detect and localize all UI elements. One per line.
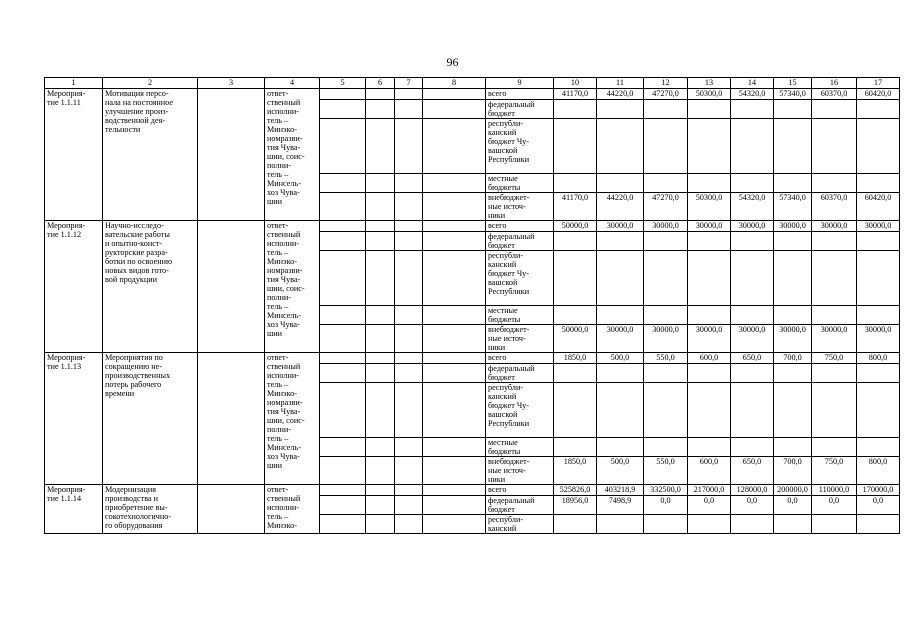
column-number: 8 [423,78,486,89]
funding-source: федеральный бюджет [486,232,554,251]
value-cell [688,383,731,438]
value-cell [774,438,812,457]
empty-cell [366,174,395,193]
value-cell: 30000,0 [597,221,644,232]
value-cell [554,100,597,119]
value-cell [812,232,857,251]
empty-cell [423,221,486,232]
empty-cell [366,457,395,485]
funding-source: внебюджет- ные источ- ники [486,193,554,221]
value-cell: 30000,0 [597,325,644,353]
empty-cell [320,232,366,251]
value-cell: 0,0 [774,496,812,515]
column-number: 16 [812,78,857,89]
empty-cell [198,485,265,534]
value-cell: 750,0 [812,457,857,485]
value-cell: 30000,0 [812,325,857,353]
value-cell: 800,0 [857,353,900,364]
empty-cell [366,232,395,251]
empty-cell [366,89,395,100]
value-cell [688,174,731,193]
empty-cell [423,353,486,364]
value-cell [812,174,857,193]
value-cell [812,306,857,325]
empty-cell [423,364,486,383]
value-cell: 128000,0 [731,485,774,496]
value-cell: 800,0 [857,457,900,485]
empty-cell [395,515,423,534]
value-cell: 0,0 [857,496,900,515]
value-cell [731,251,774,306]
value-cell: 47270,0 [644,89,688,100]
value-cell [554,438,597,457]
value-cell: 41170,0 [554,89,597,100]
empty-cell [395,193,423,221]
value-cell: 54320,0 [731,193,774,221]
table-row [45,353,900,364]
value-cell [597,364,644,383]
empty-cell [395,438,423,457]
value-cell: 30000,0 [731,325,774,353]
empty-cell [366,306,395,325]
empty-cell [198,353,265,485]
value-cell [644,438,688,457]
funding-source: всего [486,221,554,232]
value-cell: 1850,0 [554,353,597,364]
table-row [45,221,900,232]
empty-cell [423,100,486,119]
empty-cell [423,496,486,515]
value-cell [731,364,774,383]
empty-cell [423,119,486,174]
value-cell [731,119,774,174]
empty-cell [320,174,366,193]
value-cell [731,306,774,325]
column-number: 1 [45,78,103,89]
value-cell: 550,0 [644,353,688,364]
column-number: 13 [688,78,731,89]
value-cell [554,364,597,383]
funding-source: федеральный бюджет [486,100,554,119]
funding-source: федеральный бюджет [486,364,554,383]
empty-cell [395,383,423,438]
empty-cell [320,119,366,174]
empty-cell [320,383,366,438]
value-cell [597,232,644,251]
column-number: 7 [395,78,423,89]
column-number: 2 [103,78,198,89]
value-cell [812,383,857,438]
empty-cell [366,251,395,306]
value-cell: 30000,0 [812,221,857,232]
responsible-executor: ответ- ственный исполни- тель – Минэко- номразви- тия Чува- шии, соис- полни- тель – Минсель- хоз Чува- шии [265,353,320,485]
value-cell: 54320,0 [731,89,774,100]
value-cell: 0,0 [812,496,857,515]
value-cell: 44220,0 [597,193,644,221]
value-cell [554,306,597,325]
value-cell: 30000,0 [857,325,900,353]
value-cell [644,383,688,438]
column-number-row [45,78,900,89]
empty-cell [423,193,486,221]
column-number: 6 [366,78,395,89]
funding-source: внебюджет- ные источ- ники [486,325,554,353]
empty-cell [320,193,366,221]
measure-id: Мероприя- тие 1.1.14 [45,485,103,534]
value-cell [812,364,857,383]
empty-cell [320,496,366,515]
empty-cell [423,325,486,353]
empty-cell [320,251,366,306]
value-cell [644,232,688,251]
value-cell: 57340,0 [774,89,812,100]
table-row [45,485,900,496]
value-cell [554,383,597,438]
funding-source: местные бюджеты [486,174,554,193]
value-cell: 500,0 [597,353,644,364]
empty-cell [395,325,423,353]
value-cell [731,383,774,438]
value-cell: 30000,0 [688,221,731,232]
value-cell: 60370,0 [812,193,857,221]
empty-cell [423,515,486,534]
empty-cell [395,306,423,325]
value-cell [857,438,900,457]
value-cell [857,515,900,534]
empty-cell [320,457,366,485]
empty-cell [320,306,366,325]
value-cell: 30000,0 [644,325,688,353]
empty-cell [320,89,366,100]
empty-cell [366,325,395,353]
value-cell [857,364,900,383]
value-cell [731,438,774,457]
value-cell: 750,0 [812,353,857,364]
responsible-executor: ответ- ственный исполни- тель – Минэко- [265,485,320,534]
value-cell [774,515,812,534]
empty-cell [395,457,423,485]
value-cell: 44220,0 [597,89,644,100]
empty-cell [320,485,366,496]
empty-cell [395,232,423,251]
value-cell [554,515,597,534]
value-cell [688,306,731,325]
value-cell: 30000,0 [644,221,688,232]
value-cell [774,100,812,119]
value-cell: 30000,0 [688,325,731,353]
responsible-executor: ответ- ственный исполни- тель – Минэко- номразви- тия Чува- шии, соис- полни- тель – Минсель- хоз Чува- шии [265,221,320,353]
measure-id: Мероприя- тие 1.1.12 [45,221,103,353]
empty-cell [423,383,486,438]
empty-cell [423,485,486,496]
empty-cell [366,383,395,438]
value-cell [857,383,900,438]
value-cell: 30000,0 [774,325,812,353]
value-cell [597,306,644,325]
empty-cell [423,232,486,251]
funding-source: республи- канский бюджет Чу- вашской Республики [486,119,554,174]
empty-cell [423,89,486,100]
value-cell: 110000,0 [812,485,857,496]
empty-cell [366,119,395,174]
measure-name: Модернизация производства и приобретение вы- сокотехнологично- го оборудования [103,485,198,534]
funding-source: всего [486,89,554,100]
value-cell [597,515,644,534]
value-cell [774,364,812,383]
value-cell [644,515,688,534]
value-cell [731,515,774,534]
value-cell [644,119,688,174]
empty-cell [366,193,395,221]
value-cell [731,174,774,193]
empty-cell [395,221,423,232]
empty-cell [320,221,366,232]
value-cell [731,232,774,251]
value-cell [597,251,644,306]
empty-cell [395,496,423,515]
empty-cell [395,353,423,364]
value-cell [731,100,774,119]
value-cell: 1850,0 [554,457,597,485]
value-cell: 332500,0 [644,485,688,496]
value-cell: 550,0 [644,457,688,485]
value-cell [554,251,597,306]
value-cell: 30000,0 [857,221,900,232]
value-cell [812,119,857,174]
empty-cell [320,325,366,353]
value-cell: 47270,0 [644,193,688,221]
value-cell: 50000,0 [554,325,597,353]
empty-cell [423,174,486,193]
value-cell [857,174,900,193]
value-cell: 50300,0 [688,89,731,100]
value-cell: 600,0 [688,457,731,485]
empty-cell [423,306,486,325]
value-cell [597,100,644,119]
value-cell [597,119,644,174]
value-cell: 41170,0 [554,193,597,221]
column-number: 17 [857,78,900,89]
column-number: 4 [265,78,320,89]
empty-cell [395,119,423,174]
column-number: 3 [198,78,265,89]
value-cell [554,232,597,251]
value-cell [857,306,900,325]
value-cell: 200000,0 [774,485,812,496]
value-cell [774,174,812,193]
value-cell [857,100,900,119]
value-cell: 0,0 [688,496,731,515]
empty-cell [395,174,423,193]
empty-cell [320,100,366,119]
page-number: 96 [446,55,459,69]
measure-name: Мероприятия по сокращению не- производственных потерь рабочего времени [103,353,198,485]
value-cell [644,100,688,119]
empty-cell [366,100,395,119]
value-cell: 700,0 [774,353,812,364]
value-cell [857,251,900,306]
value-cell: 170000,0 [857,485,900,496]
measure-name: Мотивация персо- нала на постоянное улучшение произ- водственной дея- тельности [103,89,198,221]
value-cell [597,174,644,193]
funding-source: республи- канский [486,515,554,534]
value-cell [774,306,812,325]
empty-cell [395,364,423,383]
empty-cell [423,251,486,306]
empty-cell [366,438,395,457]
value-cell [688,515,731,534]
value-cell [688,100,731,119]
value-cell [554,174,597,193]
value-cell [644,306,688,325]
empty-cell [423,438,486,457]
value-cell: 30000,0 [731,221,774,232]
empty-cell [395,100,423,119]
responsible-executor: ответ- ственный исполни- тель – Минэко- номразви- тия Чува- шии, соис- полни- тель – Минсель- хоз Чува- шии [265,89,320,221]
value-cell [774,119,812,174]
value-cell: 60420,0 [857,193,900,221]
value-cell: 650,0 [731,457,774,485]
value-cell: 600,0 [688,353,731,364]
empty-cell [366,496,395,515]
funding-source: внебюджет- ные источ- ники [486,457,554,485]
measure-id: Мероприя- тие 1.1.13 [45,353,103,485]
value-cell: 7498,9 [597,496,644,515]
value-cell [774,383,812,438]
value-cell [554,119,597,174]
value-cell [688,364,731,383]
measure-name: Научно-исследо- вательские работы и опытно-конст- рукторские разра- ботки по освоению новых видов гото- вой продукции [103,221,198,353]
value-cell [812,515,857,534]
value-cell [688,119,731,174]
value-cell: 50300,0 [688,193,731,221]
value-cell [644,364,688,383]
budget-table [44,77,900,534]
value-cell [688,232,731,251]
value-cell: 217000,0 [688,485,731,496]
table-row [45,89,900,100]
funding-source: республи- канский бюджет Чу- вашской Республики [486,251,554,306]
measure-id: Мероприя- тие 1.1.11 [45,89,103,221]
empty-cell [320,353,366,364]
value-cell: 0,0 [644,496,688,515]
value-cell [597,438,644,457]
empty-cell [366,353,395,364]
value-cell [812,251,857,306]
column-number: 14 [731,78,774,89]
empty-cell [423,457,486,485]
value-cell [812,438,857,457]
funding-source: всего [486,353,554,364]
value-cell: 60420,0 [857,89,900,100]
value-cell: 50000,0 [554,221,597,232]
value-cell: 30000,0 [774,221,812,232]
value-cell [774,232,812,251]
value-cell [644,174,688,193]
funding-source: местные бюджеты [486,306,554,325]
funding-source: республи- канский бюджет Чу- вашской Республики [486,383,554,438]
column-number: 9 [486,78,554,89]
value-cell [857,232,900,251]
value-cell: 500,0 [597,457,644,485]
value-cell: 525826,0 [554,485,597,496]
empty-cell [395,485,423,496]
column-number: 15 [774,78,812,89]
value-cell [644,251,688,306]
column-number: 5 [320,78,366,89]
funding-source: всего [486,485,554,496]
empty-cell [320,364,366,383]
funding-source: местные бюджеты [486,438,554,457]
value-cell: 700,0 [774,457,812,485]
empty-cell [366,515,395,534]
value-cell: 0,0 [731,496,774,515]
column-number: 11 [597,78,644,89]
empty-cell [198,89,265,221]
empty-cell [395,251,423,306]
empty-cell [320,515,366,534]
empty-cell [366,221,395,232]
value-cell: 18956,0 [554,496,597,515]
value-cell [857,119,900,174]
value-cell [597,383,644,438]
column-number: 10 [554,78,597,89]
column-number: 12 [644,78,688,89]
empty-cell [366,364,395,383]
value-cell: 403218,9 [597,485,644,496]
value-cell: 57340,0 [774,193,812,221]
empty-cell [366,485,395,496]
value-cell [812,100,857,119]
funding-source: федеральный бюджет [486,496,554,515]
value-cell [688,438,731,457]
value-cell [774,251,812,306]
empty-cell [198,221,265,353]
value-cell [688,251,731,306]
empty-cell [395,89,423,100]
value-cell: 650,0 [731,353,774,364]
value-cell: 60370,0 [812,89,857,100]
empty-cell [320,438,366,457]
